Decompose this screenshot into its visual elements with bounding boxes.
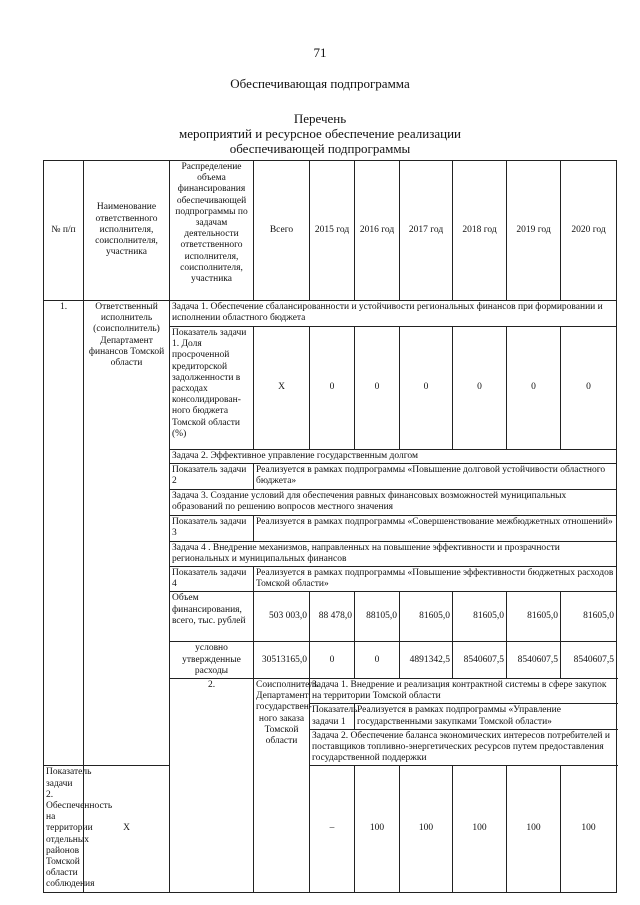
measures-table	[43, 160, 617, 893]
indicator-text: Реализуется в рамках подпрограммы «Управление государственными закупками Томской области»	[355, 704, 617, 729]
value-cell: 0	[310, 642, 355, 679]
executor-name: Ответственный исполнитель (соисполнитель) Департамент финансов Томской области	[84, 301, 170, 766]
row-number: 2.	[170, 679, 254, 893]
indicator-text: Реализуется в рамках подпрограммы «Повышение эффективности бюджетных расходов Томской области»	[254, 567, 617, 592]
indicator-label: Показатель задачи 2	[170, 464, 254, 490]
header-2016: 2016 год	[355, 161, 400, 301]
value-cell: 0	[507, 327, 561, 450]
value-cell: 0	[453, 327, 507, 450]
value-cell: 81605,0	[453, 592, 507, 642]
indicator-label: Показатель задачи 1	[310, 704, 355, 729]
value-cell: –	[310, 766, 355, 892]
title-line-3: обеспечивающей подпрограммы	[229, 141, 411, 156]
header-2017: 2017 год	[400, 161, 453, 301]
value-cell: Х	[84, 766, 170, 892]
indicator-label: Показатель задачи 3	[170, 516, 254, 541]
conditional-label: условно утвержденные расходы	[170, 642, 254, 679]
value-cell: 100	[355, 766, 400, 892]
value-cell: 0	[400, 327, 453, 450]
value-cell: 0	[310, 327, 355, 450]
value-cell: 81605,0	[561, 592, 617, 642]
indicator-label: Показатель задачи 1. Доля просроченной кредиторской задолженности в расходах консолидирован-ного бюджета Томской области (%)	[170, 327, 254, 450]
header-num: № п/п	[44, 161, 84, 301]
value-cell: 0	[355, 327, 400, 450]
value-cell: 8540607,5	[507, 642, 561, 679]
header-name: Наименование ответственного исполнителя, соисполнителя, участника	[84, 161, 170, 301]
task-row: Задача 2. Обеспечение баланса экономических интересов потребителей и поставщиков топливно-энергетических ресурсов путем предоставления государственной поддержки	[310, 729, 617, 766]
indicator-label: Показатель задачи 2. Обеспеченность на территории отдельных районов Томской области соблюдения	[44, 766, 84, 892]
header-2019: 2019 год	[507, 161, 561, 301]
header-total: Всего	[254, 161, 310, 301]
indicator-label: Показатель задачи 4	[170, 567, 254, 592]
task-row: Задача 1. Обеспечение сбалансированности и устойчивости региональных финансов при формировании и исполнении областного бюджета	[170, 301, 617, 327]
header-distribution: Распределение объема финансирования обеспечивающей подпрограммы по задачам деятельности ответственного исполнителя, соисполнителя, участника	[170, 161, 254, 301]
value-cell: 100	[507, 766, 561, 892]
value-cell: 88 478,0	[310, 592, 355, 642]
task-row: Задача 3. Создание условий для обеспечения равных финансовых возможностей муниципальных образований по решению вопросов местного значения	[170, 490, 617, 516]
value-cell: 88105,0	[355, 592, 400, 642]
header-2015: 2015 год	[310, 161, 355, 301]
value-cell: 8540607,5	[561, 642, 617, 679]
financing-label: Объем финансирования, всего, тыс. рублей	[170, 592, 254, 642]
value-cell: 8540607,5	[453, 642, 507, 679]
value-cell: 0	[561, 327, 617, 450]
task-row: Задача 1. Внедрение и реализация контрактной системы в сфере закупок на территории Томской области	[310, 679, 617, 704]
task-row: Задача 4 . Внедрение механизмов, направленных на повышение эффективности и прозрачности региональных и муниципальных финансов	[170, 541, 617, 566]
title-line-1: Перечень	[293, 111, 347, 126]
header-2018: 2018 год	[453, 161, 507, 301]
indicator-text: Реализуется в рамках подпрограммы «Повышение долговой устойчивости областного бюджета»	[254, 464, 617, 490]
value-cell: 100	[453, 766, 507, 892]
document-title	[0, 111, 640, 156]
header-2020: 2020 год	[561, 161, 617, 301]
executor-name: Соисполнитель Департамент государствен-ного заказа Томской области	[254, 679, 310, 893]
row-number: 1.	[44, 301, 84, 766]
table-header-row	[44, 161, 617, 301]
page-number: 71	[313, 45, 327, 60]
value-cell: 100	[400, 766, 453, 892]
title-line-2: мероприятий и ресурсное обеспечение реализации	[178, 126, 462, 141]
value-cell: 81605,0	[400, 592, 453, 642]
table-row	[44, 766, 617, 892]
value-cell: 4891342,5	[400, 642, 453, 679]
table-row	[44, 301, 617, 327]
value-cell: 30513165,0	[254, 642, 310, 679]
value-cell: 0	[355, 642, 400, 679]
subprogram-subtitle: Обеспечивающая подпрограмма	[230, 76, 410, 91]
value-cell: 100	[561, 766, 617, 892]
value-cell: 503 003,0	[254, 592, 310, 642]
value-cell: 81605,0	[507, 592, 561, 642]
task-row: Задача 2. Эффективное управление государственным долгом	[170, 450, 617, 464]
value-cell: Х	[254, 327, 310, 450]
indicator-text: Реализуется в рамках подпрограммы «Совершенствование межбюджетных отношений»	[254, 516, 617, 541]
